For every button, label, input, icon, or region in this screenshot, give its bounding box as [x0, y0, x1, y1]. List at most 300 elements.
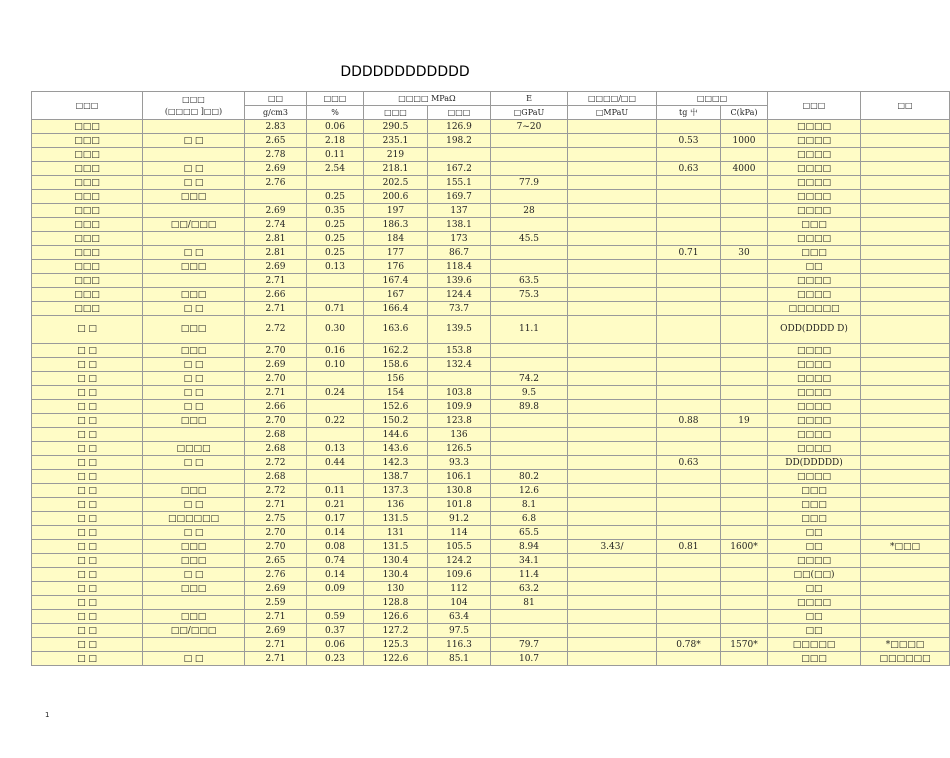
cell-source: □□□ [768, 246, 861, 260]
cell-strength-wet: 109.9 [428, 400, 491, 414]
cell-strength-wet: 105.5 [428, 540, 491, 554]
cell-modulus: 65.5 [491, 526, 568, 540]
cell-strength-wet: 155.1 [428, 176, 491, 190]
cell-rock-name: □□□ [32, 260, 143, 274]
cell-source: □□ [768, 610, 861, 624]
cell-strength-wet: 86.7 [428, 246, 491, 260]
header-remark: □□ [861, 92, 950, 120]
cell-cohesion [721, 190, 768, 204]
cell-source: □□ [768, 260, 861, 274]
cell-friction [657, 526, 721, 540]
cell-source: □□ [768, 540, 861, 554]
cell-modulus [491, 218, 568, 232]
cell-source: □□ [768, 624, 861, 638]
table-row [32, 526, 950, 540]
cell-location: □ □ [143, 246, 245, 260]
cell-cohesion [721, 624, 768, 638]
cell-porosity: 0.13 [307, 260, 364, 274]
cell-tensile [568, 582, 657, 596]
table-row [32, 512, 950, 526]
cell-rock-name: □□□ [32, 190, 143, 204]
cell-location: □□□ [143, 316, 245, 344]
table-row [32, 414, 950, 428]
cell-friction: 0.78* [657, 638, 721, 652]
cell-cohesion: 4000 [721, 162, 768, 176]
cell-friction [657, 316, 721, 344]
cell-remark [861, 190, 950, 204]
cell-modulus: 63.2 [491, 582, 568, 596]
table-row [32, 596, 950, 610]
cell-density: 2.78 [245, 148, 307, 162]
cell-density: 2.68 [245, 470, 307, 484]
cell-cohesion [721, 218, 768, 232]
cell-remark [861, 414, 950, 428]
cell-location: □ □ [143, 358, 245, 372]
cell-strength-wet: 138.1 [428, 218, 491, 232]
document-title: DDDDDDDDDDDD [340, 64, 470, 80]
cell-modulus: 8.94 [491, 540, 568, 554]
cell-source: □□□□ [768, 554, 861, 568]
cell-strength-wet: 173 [428, 232, 491, 246]
cell-density: 2.69 [245, 260, 307, 274]
cell-density: 2.59 [245, 596, 307, 610]
rock-properties-table [31, 91, 950, 666]
cell-strength-dry: 167.4 [364, 274, 428, 288]
cell-rock-name: □□□ [32, 204, 143, 218]
cell-tensile [568, 274, 657, 288]
cell-density: 2.68 [245, 428, 307, 442]
cell-remark [861, 582, 950, 596]
cell-location: □□□ [143, 554, 245, 568]
cell-modulus [491, 610, 568, 624]
table-row [32, 484, 950, 498]
header-density: □□ [245, 92, 307, 106]
cell-modulus: 7~20 [491, 120, 568, 134]
header-strength-wet: □□□ [428, 106, 491, 120]
table-row [32, 610, 950, 624]
cell-porosity: 0.22 [307, 414, 364, 428]
table-row [32, 302, 950, 316]
cell-cohesion [721, 484, 768, 498]
cell-cohesion [721, 512, 768, 526]
cell-strength-wet: 85.1 [428, 652, 491, 666]
cell-strength-dry: 235.1 [364, 134, 428, 148]
table-row [32, 582, 950, 596]
cell-source: □□□□ [768, 190, 861, 204]
cell-porosity: 0.59 [307, 610, 364, 624]
table-row [32, 498, 950, 512]
cell-strength-dry: 219 [364, 148, 428, 162]
cell-friction [657, 260, 721, 274]
cell-friction [657, 218, 721, 232]
cell-remark [861, 610, 950, 624]
cell-rock-name: □ □ [32, 358, 143, 372]
header-porosity: □□□ [307, 92, 364, 106]
cell-remark [861, 316, 950, 344]
cell-strength-wet: 139.6 [428, 274, 491, 288]
cell-remark [861, 218, 950, 232]
cell-remark [861, 372, 950, 386]
cell-friction [657, 190, 721, 204]
cell-location: □ □ [143, 372, 245, 386]
cell-density: 2.81 [245, 232, 307, 246]
cell-density: 2.70 [245, 372, 307, 386]
cell-modulus: 79.7 [491, 638, 568, 652]
table-row [32, 232, 950, 246]
cell-strength-dry: 162.2 [364, 344, 428, 358]
cell-strength-wet: 126.9 [428, 120, 491, 134]
cell-porosity: 0.74 [307, 554, 364, 568]
cell-tensile [568, 442, 657, 456]
cell-density: 2.65 [245, 554, 307, 568]
cell-porosity: 0.06 [307, 638, 364, 652]
cell-location: □□□ [143, 288, 245, 302]
cell-porosity: 0.25 [307, 218, 364, 232]
cell-location: □ □ [143, 302, 245, 316]
cell-location: □ □ [143, 456, 245, 470]
cell-strength-dry: 200.6 [364, 190, 428, 204]
cell-remark [861, 484, 950, 498]
header-source: □□□ [768, 92, 861, 120]
cell-source: □□□□□□ [768, 302, 861, 316]
cell-source: □□□□ [768, 358, 861, 372]
cell-location: □□□ [143, 582, 245, 596]
cell-strength-wet: 124.4 [428, 288, 491, 302]
cell-density: 2.71 [245, 498, 307, 512]
cell-density: 2.71 [245, 302, 307, 316]
cell-remark [861, 120, 950, 134]
cell-remark [861, 176, 950, 190]
cell-location: □□□□ [143, 442, 245, 456]
cell-strength-wet: 73.7 [428, 302, 491, 316]
table-row [32, 540, 950, 554]
cell-remark [861, 498, 950, 512]
cell-source: □□□□ [768, 400, 861, 414]
cell-density: 2.69 [245, 162, 307, 176]
cell-source: □□□ [768, 484, 861, 498]
cell-remark [861, 260, 950, 274]
cell-rock-name: □□□ [32, 246, 143, 260]
cell-source: DD(DDDDD) [768, 456, 861, 470]
cell-porosity: 0.09 [307, 582, 364, 596]
cell-cohesion: 1000 [721, 134, 768, 148]
cell-modulus: 34.1 [491, 554, 568, 568]
cell-location [143, 232, 245, 246]
cell-cohesion [721, 582, 768, 596]
cell-modulus: 45.5 [491, 232, 568, 246]
cell-remark [861, 554, 950, 568]
cell-tensile [568, 232, 657, 246]
cell-location [143, 148, 245, 162]
cell-porosity [307, 372, 364, 386]
cell-density: 2.71 [245, 652, 307, 666]
cell-strength-dry: 144.6 [364, 428, 428, 442]
cell-cohesion [721, 316, 768, 344]
cell-remark [861, 162, 950, 176]
cell-cohesion [721, 498, 768, 512]
cell-strength-dry: 156 [364, 372, 428, 386]
table-row [32, 638, 950, 652]
cell-remark [861, 344, 950, 358]
cell-strength-wet: 137 [428, 204, 491, 218]
cell-friction: 0.63 [657, 456, 721, 470]
cell-source: □□□□ [768, 274, 861, 288]
table-row [32, 358, 950, 372]
cell-porosity: 0.06 [307, 120, 364, 134]
cell-strength-dry: 176 [364, 260, 428, 274]
cell-source: □□□□ [768, 120, 861, 134]
cell-strength-dry: 152.6 [364, 400, 428, 414]
cell-strength-wet: 167.2 [428, 162, 491, 176]
cell-rock-name: □ □ [32, 568, 143, 582]
cell-location: □□□ [143, 190, 245, 204]
cell-density: 2.71 [245, 386, 307, 400]
table-row [32, 134, 950, 148]
cell-strength-wet: 97.5 [428, 624, 491, 638]
table-row [32, 400, 950, 414]
cell-rock-name: □□□ [32, 302, 143, 316]
cell-tensile [568, 484, 657, 498]
cell-strength-wet: 93.3 [428, 456, 491, 470]
cell-friction [657, 302, 721, 316]
cell-porosity: 0.24 [307, 386, 364, 400]
cell-cohesion [721, 596, 768, 610]
table-row [32, 372, 950, 386]
cell-porosity: 0.30 [307, 316, 364, 344]
header-location [143, 92, 245, 120]
cell-rock-name: □□□ [32, 134, 143, 148]
cell-modulus [491, 414, 568, 428]
cell-cohesion [721, 442, 768, 456]
cell-modulus [491, 134, 568, 148]
cell-cohesion [721, 302, 768, 316]
cell-tensile [568, 148, 657, 162]
cell-location: □ □ [143, 400, 245, 414]
cell-strength-dry: 218.1 [364, 162, 428, 176]
cell-density: 2.66 [245, 400, 307, 414]
cell-source: □□□□ [768, 176, 861, 190]
cell-friction [657, 610, 721, 624]
cell-tensile [568, 414, 657, 428]
cell-friction [657, 372, 721, 386]
cell-strength-dry: 122.6 [364, 652, 428, 666]
cell-strength-dry: 127.2 [364, 624, 428, 638]
cell-friction [657, 400, 721, 414]
table-row [32, 428, 950, 442]
cell-rock-name: □ □ [32, 554, 143, 568]
cell-strength-wet: 126.5 [428, 442, 491, 456]
cell-rock-name: □ □ [32, 512, 143, 526]
cell-modulus [491, 148, 568, 162]
cell-strength-dry: 136 [364, 498, 428, 512]
cell-strength-wet: 153.8 [428, 344, 491, 358]
cell-modulus: 12.6 [491, 484, 568, 498]
cell-friction [657, 428, 721, 442]
cell-source: □□□ [768, 512, 861, 526]
cell-modulus [491, 428, 568, 442]
cell-cohesion [721, 232, 768, 246]
cell-strength-wet: 139.5 [428, 316, 491, 344]
cell-friction [657, 386, 721, 400]
cell-modulus [491, 442, 568, 456]
cell-remark [861, 428, 950, 442]
cell-rock-name: □□□ [32, 274, 143, 288]
cell-strength-dry: 154 [364, 386, 428, 400]
table-row [32, 148, 950, 162]
cell-source: □□□□□ [768, 638, 861, 652]
cell-source: □□□□ [768, 288, 861, 302]
cell-rock-name: □ □ [32, 442, 143, 456]
cell-source: □□□ [768, 498, 861, 512]
cell-rock-name: □ □ [32, 540, 143, 554]
cell-remark [861, 596, 950, 610]
cell-density: 2.70 [245, 344, 307, 358]
cell-cohesion [721, 344, 768, 358]
cell-tensile [568, 428, 657, 442]
cell-strength-dry: 184 [364, 232, 428, 246]
cell-friction [657, 358, 721, 372]
cell-porosity: 2.18 [307, 134, 364, 148]
cell-remark [861, 386, 950, 400]
cell-strength-wet: 169.7 [428, 190, 491, 204]
cell-location: □ □ [143, 134, 245, 148]
cell-friction [657, 554, 721, 568]
cell-rock-name: □ □ [32, 400, 143, 414]
cell-tensile [568, 470, 657, 484]
cell-tensile [568, 190, 657, 204]
cell-strength-wet: 124.2 [428, 554, 491, 568]
cell-porosity: 0.37 [307, 624, 364, 638]
cell-tensile [568, 288, 657, 302]
cell-strength-dry: 150.2 [364, 414, 428, 428]
cell-friction: 0.53 [657, 134, 721, 148]
cell-friction [657, 582, 721, 596]
cell-modulus [491, 302, 568, 316]
cell-tensile [568, 246, 657, 260]
cell-strength-wet: 130.8 [428, 484, 491, 498]
cell-strength-wet: 198.2 [428, 134, 491, 148]
cell-source: □□□□ [768, 162, 861, 176]
cell-remark: □□□□□□ [861, 652, 950, 666]
cell-strength-wet [428, 148, 491, 162]
cell-cohesion: 19 [721, 414, 768, 428]
table-row [32, 176, 950, 190]
cell-modulus [491, 344, 568, 358]
cell-strength-dry: 202.5 [364, 176, 428, 190]
cell-strength-wet: 136 [428, 428, 491, 442]
cell-density: 2.65 [245, 134, 307, 148]
cell-friction: 0.88 [657, 414, 721, 428]
cell-porosity [307, 470, 364, 484]
cell-tensile [568, 652, 657, 666]
table-row [32, 274, 950, 288]
cell-remark: *□□□ [861, 540, 950, 554]
table-row [32, 288, 950, 302]
cell-strength-wet: 112 [428, 582, 491, 596]
cell-cohesion [721, 526, 768, 540]
cell-friction [657, 596, 721, 610]
cell-rock-name: □ □ [32, 652, 143, 666]
cell-rock-name: □ □ [32, 386, 143, 400]
cell-location: □ □ [143, 176, 245, 190]
cell-strength-wet: 118.4 [428, 260, 491, 274]
table-row [32, 162, 950, 176]
cell-cohesion [721, 568, 768, 582]
cell-strength-dry: 186.3 [364, 218, 428, 232]
table-row [32, 624, 950, 638]
cell-cohesion [721, 386, 768, 400]
cell-modulus [491, 624, 568, 638]
cell-porosity: 0.23 [307, 652, 364, 666]
cell-cohesion [721, 428, 768, 442]
cell-remark [861, 288, 950, 302]
cell-friction: 0.81 [657, 540, 721, 554]
cell-cohesion [721, 610, 768, 624]
cell-rock-name: □ □ [32, 428, 143, 442]
cell-tensile: 3.43/ [568, 540, 657, 554]
table-row [32, 554, 950, 568]
cell-porosity: 0.11 [307, 484, 364, 498]
cell-strength-dry: 197 [364, 204, 428, 218]
cell-modulus: 63.5 [491, 274, 568, 288]
table-body [32, 120, 950, 666]
cell-location: □ □ [143, 386, 245, 400]
cell-remark [861, 134, 950, 148]
cell-location [143, 596, 245, 610]
cell-cohesion [721, 456, 768, 470]
cell-porosity: 0.35 [307, 204, 364, 218]
cell-friction [657, 442, 721, 456]
cell-density: 2.71 [245, 610, 307, 624]
cell-strength-dry: 290.5 [364, 120, 428, 134]
cell-strength-wet: 104 [428, 596, 491, 610]
table-row [32, 218, 950, 232]
cell-rock-name: □ □ [32, 484, 143, 498]
cell-source: □□□ [768, 218, 861, 232]
cell-remark [861, 442, 950, 456]
cell-strength-dry: 163.6 [364, 316, 428, 344]
cell-cohesion: 1600* [721, 540, 768, 554]
cell-location: □□/□□□ [143, 624, 245, 638]
cell-tensile [568, 386, 657, 400]
cell-source: □□□□ [768, 470, 861, 484]
table-row [32, 246, 950, 260]
cell-cohesion: 1570* [721, 638, 768, 652]
header-friction: tg 屮 [657, 106, 721, 120]
cell-density: 2.68 [245, 442, 307, 456]
cell-location: □□□ [143, 344, 245, 358]
cell-source: □□□□ [768, 442, 861, 456]
table-row [32, 470, 950, 484]
header-tensile: □□□□/□□ [568, 92, 657, 106]
cell-density: 2.70 [245, 414, 307, 428]
cell-remark [861, 358, 950, 372]
cell-density: 2.69 [245, 624, 307, 638]
cell-rock-name: □□□ [32, 148, 143, 162]
cell-strength-dry: 131.5 [364, 512, 428, 526]
cell-remark [861, 204, 950, 218]
cell-tensile [568, 568, 657, 582]
cell-cohesion [721, 652, 768, 666]
cell-tensile [568, 638, 657, 652]
cell-density: 2.72 [245, 484, 307, 498]
cell-location: □ □ [143, 498, 245, 512]
cell-remark [861, 400, 950, 414]
cell-remark [861, 246, 950, 260]
header-location-line1: □□□ [182, 94, 205, 104]
cell-source: □□□□ [768, 134, 861, 148]
cell-modulus [491, 456, 568, 470]
